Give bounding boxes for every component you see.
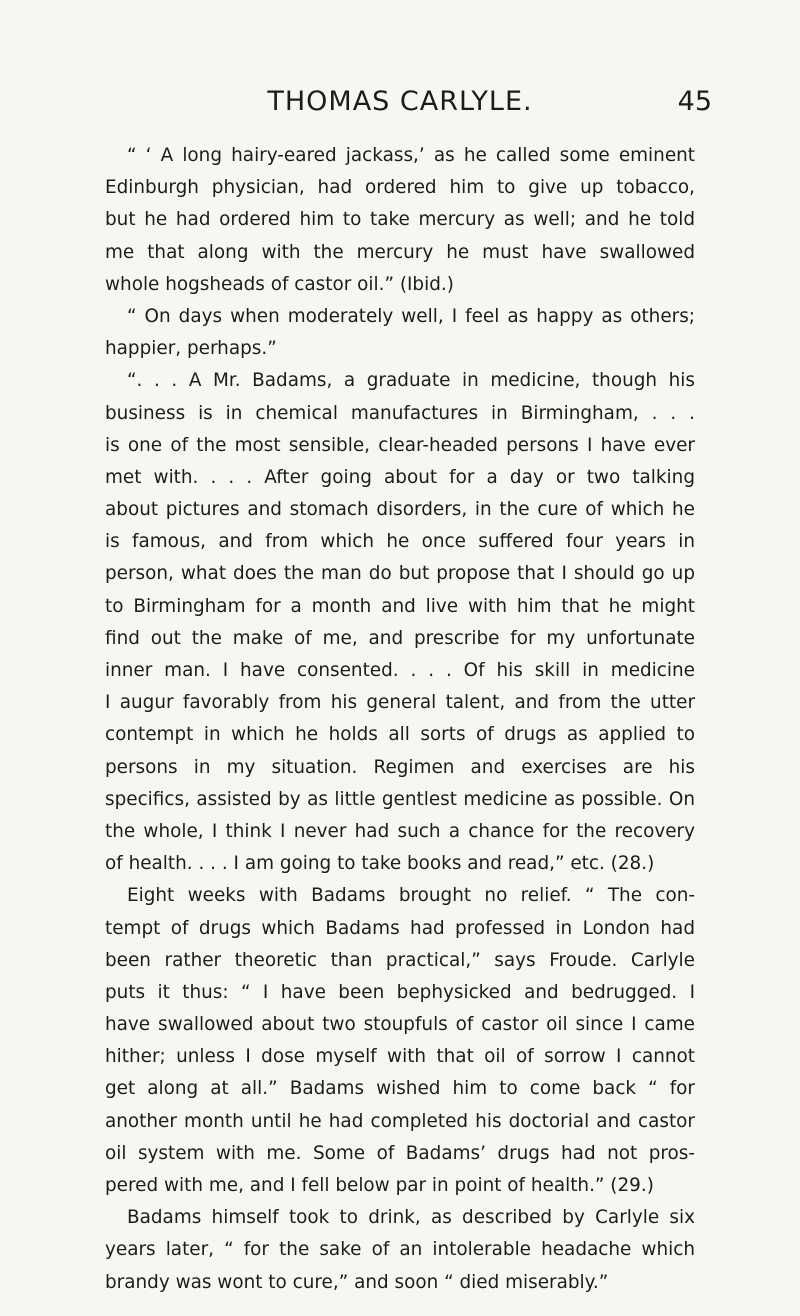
text-line: years later, “ for the sake of an intolerable headache which xyxy=(105,1239,695,1261)
text-line: Edinburgh physician, had ordered him to give up tobacco, xyxy=(105,177,695,199)
text-line: oil system with me. Some of Badams’ drugs had not pros- xyxy=(105,1142,695,1164)
page-number: 45 xyxy=(677,86,712,117)
text-line: is one of the most sensible, clear-headed persons I have ever xyxy=(105,434,695,456)
body-text xyxy=(105,140,695,1299)
text-line: tempt of drugs which Badams had professed in London had xyxy=(105,917,695,939)
text-line: hither; unless I dose myself with that oil of sorrow I cannot xyxy=(105,1046,695,1068)
text-line: pered with me, and I fell below par in point of health.” (29.) xyxy=(105,1175,654,1196)
text-line: me that along with the mercury he must have swallowed xyxy=(105,241,695,263)
text-line: Badams himself took to drink, as described by Carlyle six xyxy=(127,1207,695,1229)
text-line: puts it thus: “ I have been bephysicked and bedrugged. I xyxy=(105,981,695,1003)
running-head-title: THOMAS CARLYLE. xyxy=(267,86,533,117)
text-line: whole hogsheads of castor oil.” (Ibid.) xyxy=(105,273,454,295)
text-line: find out the make of me, and prescribe for my unfortunate xyxy=(105,627,695,649)
text-line: have swallowed about two stoupfuls of castor oil since I came xyxy=(105,1014,695,1036)
text-line: “ On days when moderately well, I feel as happy as others; xyxy=(127,305,695,327)
text-line: “ ‘ A long hairy-eared jackass,’ as he called some eminent xyxy=(127,145,695,166)
text-line: another month until he had completed his doctorial and castor xyxy=(105,1110,695,1132)
text-line: business is in chemical manufactures in Birmingham, . . . xyxy=(105,402,695,424)
text-line: about pictures and stomach disorders, in the cure of which he xyxy=(105,499,695,521)
text-line: to Birmingham for a month and live with him that he might xyxy=(105,595,695,617)
text-line: contempt in which he holds all sorts of drugs as applied to xyxy=(105,724,695,746)
text-line: is famous, and from which he once suffered four years in xyxy=(105,531,695,553)
text-line: but he had ordered him to take mercury as well; and he told xyxy=(105,209,695,231)
text-line: person, what does the man do but propose that I should go up xyxy=(105,563,695,585)
text-line: met with. . . . After going about for a day or two talking xyxy=(105,466,695,488)
running-head xyxy=(0,86,800,126)
text-line: of health. . . . I am going to take books and read,” etc. (28.) xyxy=(105,853,655,875)
text-line: specifics, assisted by as little gentlest medicine as possible. On xyxy=(105,788,695,810)
text-line: “. . . A Mr. Badams, a graduate in medicine, though his xyxy=(127,370,695,392)
text-line: I augur favorably from his general talent, and from the utter xyxy=(105,692,695,714)
text-line: get along at all.” Badams wished him to come back “ for xyxy=(105,1078,695,1100)
text-line: persons in my situation. Regimen and exercises are his xyxy=(105,756,695,778)
text-line: the whole, I think I never had such a chance for the recovery xyxy=(105,820,695,842)
text-line: been rather theoretic than practical,” says Froude. Carlyle xyxy=(105,949,695,971)
text-line: inner man. I have consented. . . . Of his skill in medicine xyxy=(105,660,695,681)
text-line: Eight weeks with Badams brought no relief. “ The con- xyxy=(127,885,695,907)
text-line: happier, perhaps.” xyxy=(105,338,277,360)
text-line: brandy was wont to cure,” and soon “ died miserably.” xyxy=(105,1271,609,1293)
